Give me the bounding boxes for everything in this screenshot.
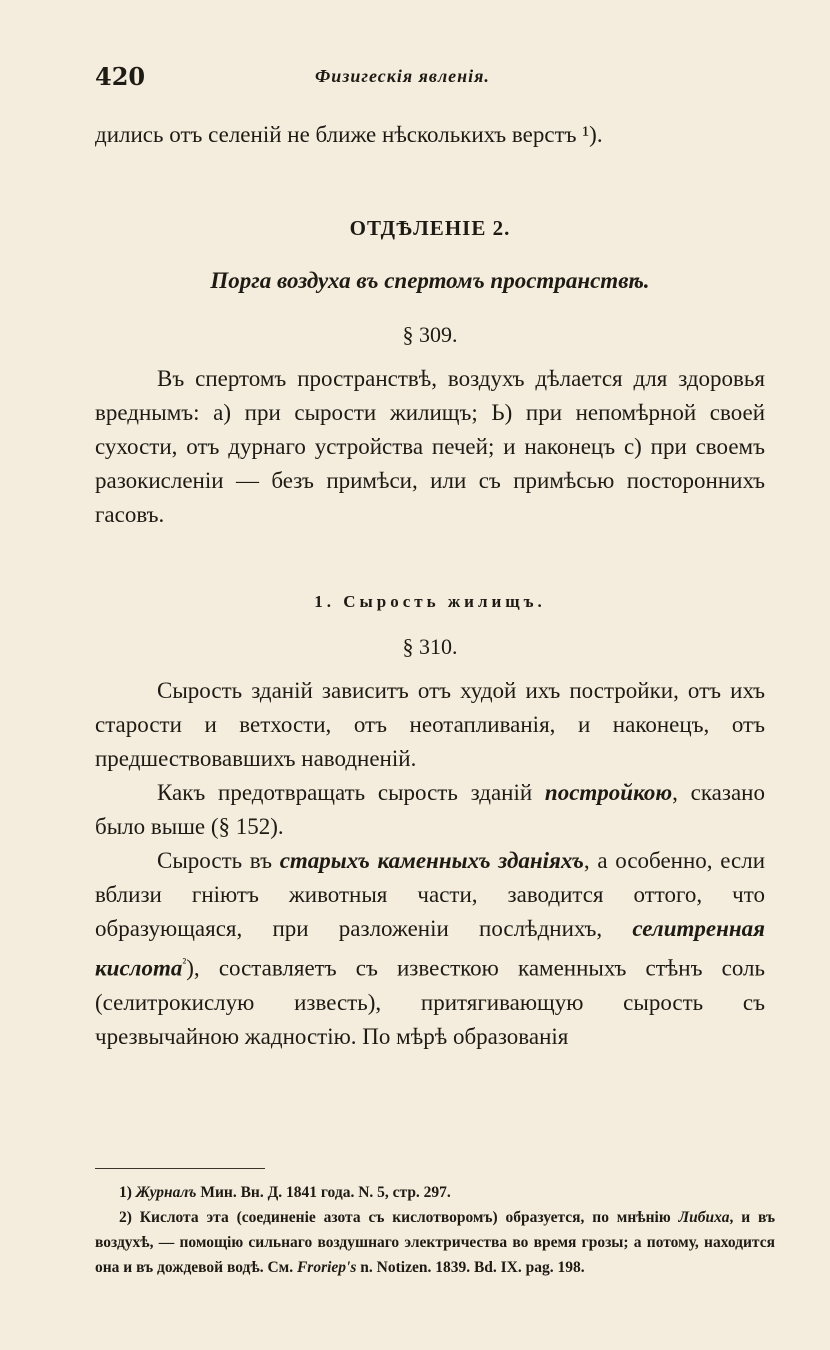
fn2-emphasis-2: Froriep's xyxy=(296,1259,357,1276)
subsection-title: 1. Сырость жилищъ. xyxy=(314,592,546,611)
footnote-1 xyxy=(95,1180,775,1205)
footnote-2 xyxy=(95,1205,775,1280)
fn1-emphasis: Журналъ xyxy=(135,1184,197,1201)
paragraph-309 xyxy=(95,362,765,532)
p2-text-start: Какъ предотвращать сырость зданій xyxy=(157,780,545,805)
p3-text-b: , а особенно, если вблизи гніютъ животныя части, заводится оттого, что образующаяся, при разложеніи послѣднихъ, xyxy=(95,848,766,941)
fn2-text-a: 2) Кислота эта (соединеніе азота съ кислотворомъ) образуется, по мнѣнію xyxy=(119,1209,679,1226)
footnotes xyxy=(95,1180,775,1280)
section-subheading: Порга воздуха въ спертомъ пространствѣ. xyxy=(210,268,650,293)
paragraph-310-p1: Сырость зданій зависитъ отъ худой ихъ постройки, отъ ихъ старости и ветхости, отъ неотапливанія, и наконецъ, отъ предшествовавшихъ наводненій. xyxy=(95,678,765,771)
paragraph-number-310: § 310. xyxy=(402,634,458,659)
p2-text-end: , сказано было выше (§ 152). xyxy=(95,780,765,839)
p3-emphasis-1: старыхъ каменныхъ зданіяхъ xyxy=(279,848,584,873)
fn1-text: Мин. Вн. Д. 1841 года. N. 5, стр. 297. xyxy=(196,1184,451,1201)
continuation-paragraph xyxy=(95,118,765,152)
running-head: Физигескія явленія. xyxy=(315,66,490,86)
paragraph-310-p2 xyxy=(95,776,765,844)
p3-text-a: Сырость въ xyxy=(157,848,280,873)
fn2-text-c: n. Notizen. 1839. Bd. IX. pag. 198. xyxy=(356,1259,585,1276)
page-number: 420 xyxy=(95,62,146,91)
continuation-text: дились отъ селеній не ближе нѣсколькихъ верстъ ¹). xyxy=(95,122,603,147)
paragraph-309-text: Въ спертомъ пространствѣ, воздухъ дѣлается для здоровья вреднымъ: а) при сырости жилищъ; Ь) при непомѣрной своей сухости, отъ дурнаго устройства печей; и наконецъ с) при своемъ разокисленіи — безъ примѣси, или съ примѣсью постороннихъ гасовъ. xyxy=(95,366,765,527)
footnote-marker-2: ² xyxy=(182,955,187,970)
paragraph-number-309: § 309. xyxy=(402,322,458,347)
fn1-number: 1) xyxy=(119,1184,136,1201)
p3-emphasis-2: селитренная кислота xyxy=(95,916,765,981)
section-heading: ОТДѢЛЕНІЕ 2. xyxy=(349,216,511,240)
p3-text-c: ), составляетъ съ известкою каменныхъ стѣнъ соль (селитрокислую известь), притягивающую сырость съ чрезвычайною жадностію. По мѣрѣ образованія xyxy=(95,955,765,1049)
paragraph-310-p3 xyxy=(95,844,765,1054)
fn2-emphasis: Либиха xyxy=(678,1209,730,1226)
fn2-text-b: , и въ воздухѣ, — помощію сильнаго воздушнаго электричества во время грозы; а потому, находится она и въ дождевой водѣ. См. xyxy=(95,1209,775,1276)
page-header xyxy=(95,62,775,92)
p2-emphasis: постройкою xyxy=(544,780,673,805)
paragraph-310 xyxy=(95,674,765,1054)
footnote-divider xyxy=(95,1168,265,1169)
